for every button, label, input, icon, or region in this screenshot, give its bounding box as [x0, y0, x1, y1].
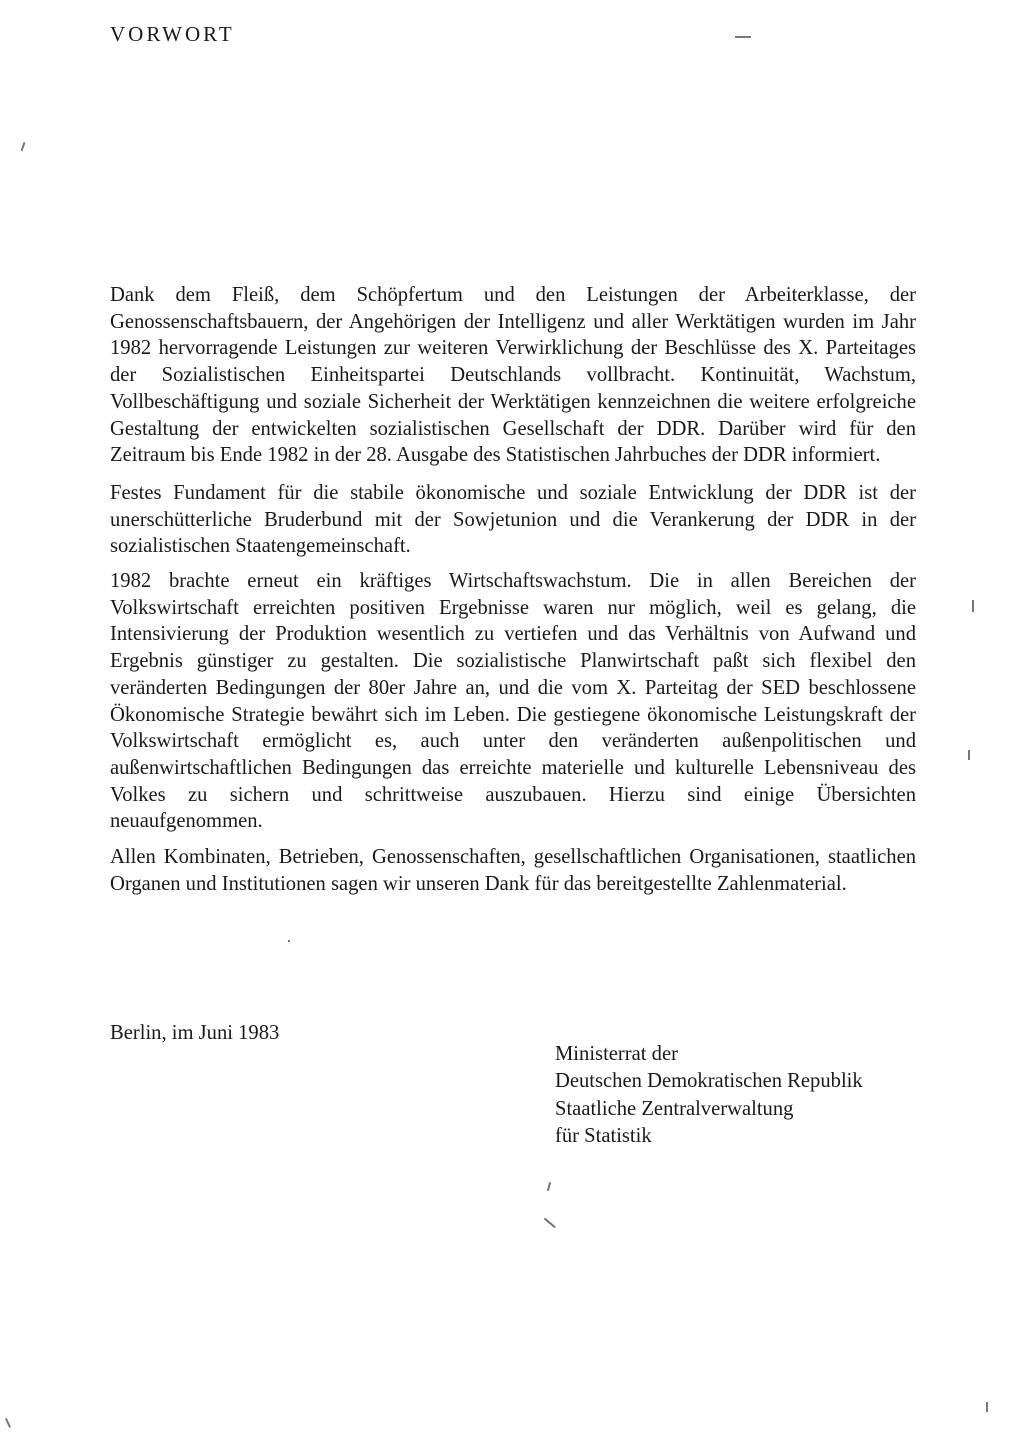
scan-speck — [21, 142, 25, 151]
signature-line: für Statistik — [555, 1124, 652, 1147]
paragraph: Festes Fundament für die stabile ökonomische und soziale Entwicklung der DDR ist der unerschütterliche Bruderbund mit der Sowjetunion und die Verankerung der DDR in der sozialistischen Staatengemeinschaft. — [110, 481, 916, 558]
page-heading: VORWORT — [110, 22, 235, 46]
place-and-date: Berlin, im Juni 1983 — [110, 1022, 280, 1044]
scan-speck — [544, 1218, 556, 1228]
signature-line: Staatliche Zentralverwaltung — [555, 1097, 794, 1120]
scan-speck — [986, 1402, 988, 1412]
signature-line: Deutschen Demokratischen Republik — [555, 1070, 863, 1093]
signature-line: Ministerrat der — [555, 1043, 678, 1065]
paragraph: Allen Kombinaten, Betrieben, Genossenschaften, gesellschaftlichen Organisationen, staatlichen Organen und Institutionen sagen wir unseren Dank für das bereitgestellte Zahlenmaterial. — [110, 846, 916, 895]
scan-speck — [547, 1182, 551, 1191]
paragraph: 1982 brachte erneut ein kräftiges Wirtschaftswachstum. Die in allen Bereichen der Volkswirtschaft erreichten positiven Ergebnisse waren nur möglich, weil es gelang, die Intensivierung der Produktion wesentlich zu vertiefen und das Verhältnis von Aufwand und Ergebnis günstiger zu gestalten. Die sozialistische Planwirtschaft paßt sich flexibel den veränderten Bedingungen der 80er Jahre an, und die vom X. Parteitag der SED beschlossene Ökonomische Strategie bewährt sich im Leben. Die gestiegene ökonomische Leistungskraft der Volkswirtschaft ermöglicht es, auch unter den veränderten außenpolitischen und außenwirtschaftlichen Bedingungen das erreichte materielle und kulturelle Lebensniveau des Volkes zu sichern und schrittweise auszubauen. Hierzu sind einige Übersichten neuaufgenommen. — [110, 570, 916, 833]
scan-speck — [288, 940, 290, 942]
scan-speck — [972, 600, 974, 612]
paragraph: Dank dem Fleiß, dem Schöpfertum und den Leistungen der Arbeiterklasse, der Genossenschaftsbauern, der Angehörigen der Intelligenz und aller Werktätigen wurden im Jahr 1982 hervorragende Leistungen zur weiteren Verwirklichung der Beschlüsse des X. Parteitages der Sozialistischen Einheitspartei Deutschlands vollbracht. Kontinuität, Wachstum, Vollbeschäftigung und soziale Sicherheit der Werktätigen kennzeichnen die weitere erfolgreiche Gestaltung der entwickelten sozialistischen Gesellschaft der DDR. Darüber wird für den Zeitraum bis Ende 1982 in der 28. Ausgabe des Statistischen Jahrbuches der DDR informiert. — [110, 284, 916, 467]
signature-block — [555, 1041, 863, 1150]
foreword-body — [110, 282, 916, 908]
scan-speck — [5, 1418, 11, 1428]
scan-speck — [735, 36, 751, 38]
scan-speck — [968, 750, 970, 760]
